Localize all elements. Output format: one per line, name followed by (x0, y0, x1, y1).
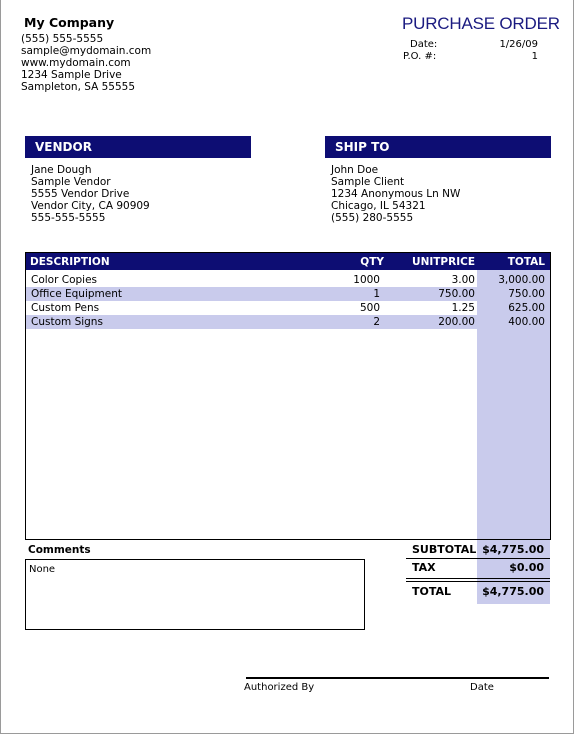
po-number-label: P.O. #: (403, 51, 437, 62)
item-qty: 2 (373, 316, 380, 328)
total-label: TOTAL (412, 585, 452, 598)
item-description: Custom Signs (31, 316, 103, 328)
document-title: PURCHASE ORDER (402, 14, 560, 33)
vendor-header: VENDOR (25, 136, 251, 158)
po-number-value: 1 (531, 51, 538, 62)
table-row (26, 301, 550, 315)
subtotal-label: SUBTOTAL (412, 543, 477, 556)
company-website: www.mydomain.com (21, 57, 131, 69)
table-row (26, 273, 550, 287)
ship-to-line: (555) 280-5555 (331, 212, 414, 224)
item-description: Office Equipment (31, 288, 122, 300)
item-qty: 500 (359, 302, 380, 314)
ship-to-line: 1234 Anonymous Ln NW (331, 188, 461, 200)
vendor-line: 555-555-5555 (31, 212, 106, 224)
item-description: Color Copies (31, 274, 98, 286)
subtotal-value: $4,775.00 (482, 543, 544, 556)
vendor-line: Sample Vendor (31, 176, 111, 188)
item-description: Custom Pens (31, 302, 100, 314)
column-header-total: TOTAL (507, 256, 545, 268)
item-total: 625.00 (508, 302, 545, 314)
ship-to-line: Chicago, IL 54321 (331, 200, 426, 212)
item-total: 3,000.00 (498, 274, 545, 286)
signature-line (246, 677, 549, 679)
authorized-by-label: Authorized By (244, 682, 315, 693)
column-header-description: DESCRIPTION (30, 256, 110, 268)
item-total: 400.00 (508, 316, 545, 328)
summary-divider (406, 581, 550, 582)
table-row (26, 315, 550, 329)
ship-to-line: Sample Client (331, 176, 405, 188)
company-email: sample@mydomain.com (21, 45, 152, 57)
column-header-unitprice: UNITPRICE (412, 256, 475, 268)
item-unit-price: 200.00 (438, 316, 475, 328)
ship-to-header: SHIP TO (325, 136, 551, 158)
company-street: 1234 Sample Drive (21, 69, 122, 81)
signature-date-label: Date (470, 682, 494, 693)
item-qty: 1 (373, 288, 380, 300)
column-header-qty: QTY (360, 256, 384, 268)
comments-box: None (25, 559, 365, 630)
company-name: My Company (24, 15, 115, 30)
table-row (26, 287, 550, 301)
item-unit-price: 1.25 (451, 302, 475, 314)
item-unit-price: 750.00 (438, 288, 475, 300)
vendor-line: Vendor City, CA 90909 (31, 200, 150, 212)
comments-label: Comments (28, 544, 91, 556)
po-date-value: 1/26/09 (499, 39, 538, 50)
vendor-line: Jane Dough (31, 164, 92, 176)
summary-divider (406, 578, 550, 579)
total-value: $4,775.00 (482, 585, 544, 598)
item-unit-price: 3.00 (451, 274, 475, 286)
company-phone: (555) 555-5555 (21, 33, 104, 45)
items-table (25, 252, 551, 540)
tax-label: TAX (412, 561, 436, 574)
po-date-label: Date: (410, 39, 438, 50)
tax-value: $0.00 (509, 561, 544, 574)
item-qty: 1000 (353, 274, 380, 286)
vendor-line: 5555 Vendor Drive (31, 188, 130, 200)
items-table-header (26, 253, 550, 270)
item-total: 750.00 (508, 288, 545, 300)
summary-divider (406, 558, 550, 559)
company-city: Sampleton, SA 55555 (21, 81, 136, 93)
ship-to-line: John Doe (331, 164, 379, 176)
